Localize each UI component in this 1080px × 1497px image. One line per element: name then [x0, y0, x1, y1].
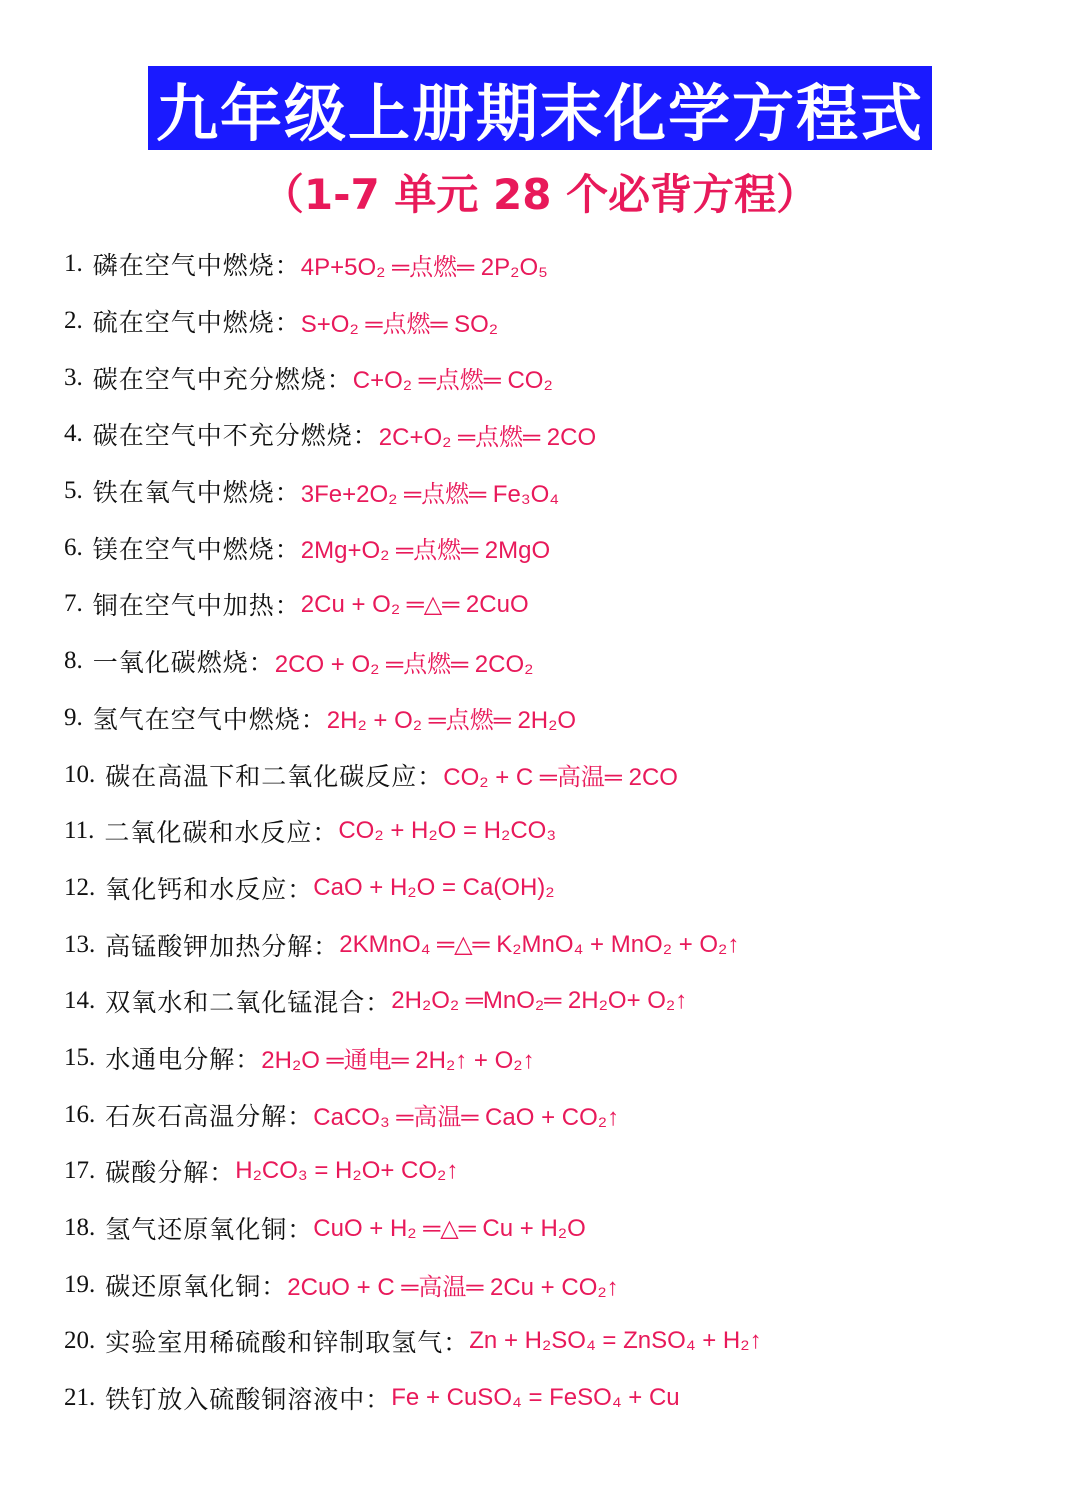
- item-equation: 2CO + O₂ ═点燃═ 2CO₂: [274, 650, 534, 678]
- list-item: [64, 690, 1064, 747]
- list-item: [64, 463, 1064, 520]
- item-label: 碳还原氧化铜：: [105, 1271, 288, 1301]
- item-equation: 4P+5O₂ ═点燃═ 2P₂O₅: [300, 253, 548, 281]
- item-number: 12.: [64, 873, 96, 901]
- item-label: 氢气还原氧化铜：: [105, 1215, 314, 1245]
- item-number: 7.: [64, 590, 83, 618]
- list-item: [64, 406, 1064, 463]
- item-label: 磷在空气中燃烧：: [92, 251, 301, 281]
- list-item: [64, 860, 1064, 917]
- list-item: [64, 746, 1064, 803]
- item-equation: 2Cu + O₂ ═△═ 2CuO: [300, 590, 529, 618]
- list-item: [64, 519, 1064, 576]
- list-item: [64, 1200, 1064, 1257]
- item-equation: CaO + H₂O = Ca(OH)₂: [313, 873, 555, 901]
- item-number: 16.: [64, 1100, 96, 1128]
- item-label: 双氧水和二氧化锰混合：: [105, 988, 392, 1018]
- item-equation: Zn + H₂SO₄ = ZnSO₄ + H₂↑: [469, 1327, 762, 1355]
- item-number: 17.: [64, 1157, 96, 1185]
- item-equation: 3Fe+2O₂ ═点燃═ Fe₃O₄: [300, 480, 560, 508]
- list-item: [64, 1143, 1064, 1200]
- item-number: 4.: [64, 420, 83, 448]
- list-item: [64, 1370, 1064, 1427]
- item-label: 二氧化碳和水反应：: [104, 818, 339, 848]
- item-equation: Fe + CuSO₄ = FeSO₄ + Cu: [391, 1384, 680, 1412]
- list-item: [64, 293, 1064, 350]
- item-number: 2.: [64, 307, 83, 335]
- item-label: 碳在高温下和二氧化碳反应：: [105, 761, 444, 791]
- item-equation: 2H₂ + O₂ ═点燃═ 2H₂O: [326, 707, 577, 735]
- item-number: 15.: [64, 1043, 96, 1071]
- item-label: 硫在空气中燃烧：: [92, 308, 301, 338]
- item-number: 1.: [64, 250, 83, 278]
- item-number: 14.: [64, 987, 96, 1015]
- item-label: 碳酸分解：: [105, 1158, 236, 1188]
- list-item: [64, 973, 1064, 1030]
- item-label: 水通电分解：: [105, 1044, 262, 1074]
- list-item: [64, 1256, 1064, 1313]
- list-item: [64, 1030, 1064, 1087]
- item-number: 18.: [64, 1214, 96, 1242]
- item-number: 11.: [64, 817, 95, 845]
- list-item: [64, 1313, 1064, 1370]
- item-equation: 2C+O₂ ═点燃═ 2CO: [378, 423, 597, 451]
- item-equation: H₂CO₃ = H₂O+ CO₂↑: [235, 1157, 459, 1185]
- item-equation: CuO + H₂ ═△═ Cu + H₂O: [313, 1214, 586, 1242]
- item-number: 10.: [64, 760, 96, 788]
- item-label: 铁钉放入硫酸铜溶液中：: [105, 1385, 392, 1415]
- list-item: [64, 349, 1064, 406]
- list-item: [64, 236, 1064, 293]
- item-equation: 2Mg+O₂ ═点燃═ 2MgO: [300, 537, 551, 565]
- item-number: 20.: [64, 1327, 96, 1355]
- item-number: 8.: [64, 647, 83, 675]
- item-label: 氢气在空气中燃烧：: [92, 704, 327, 734]
- item-number: 6.: [64, 533, 83, 561]
- item-equation: CO₂ + H₂O = H₂CO₃: [338, 817, 557, 845]
- item-number: 13.: [64, 930, 96, 958]
- item-number: 3.: [64, 363, 83, 391]
- item-label: 石灰石高温分解：: [105, 1101, 314, 1131]
- equation-list: [64, 236, 1064, 1426]
- item-label: 镁在空气中燃烧：: [92, 534, 301, 564]
- item-equation: 2KMnO₄ ═△═ K₂MnO₄ + MnO₂ + O₂↑: [339, 931, 740, 959]
- item-label: 一氧化碳燃烧：: [92, 648, 275, 678]
- item-equation: CaCO₃ ═高温═ CaO + CO₂↑: [313, 1104, 620, 1132]
- item-number: 19.: [64, 1270, 96, 1298]
- list-item: [64, 633, 1064, 690]
- list-item: [64, 1086, 1064, 1143]
- item-number: 5.: [64, 477, 83, 505]
- item-label: 实验室用稀硫酸和锌制取氢气：: [105, 1328, 470, 1358]
- list-item: [64, 803, 1064, 860]
- item-label: 铜在空气中加热：: [92, 591, 301, 621]
- item-equation: CO₂ + C ═高温═ 2CO: [443, 764, 678, 792]
- item-label: 碳在空气中不充分燃烧：: [92, 421, 379, 451]
- item-equation: 2H₂O₂ ═MnO₂═ 2H₂O+ O₂↑: [391, 987, 688, 1015]
- item-label: 碳在空气中充分燃烧：: [92, 364, 353, 394]
- item-equation: 2H₂O ═通电═ 2H₂↑ + O₂↑: [261, 1047, 535, 1075]
- list-item: [64, 576, 1064, 633]
- item-label: 高锰酸钾加热分解：: [105, 931, 340, 961]
- item-equation: C+O₂ ═点燃═ CO₂: [352, 367, 553, 395]
- item-equation: 2CuO + C ═高温═ 2Cu + CO₂↑: [287, 1274, 619, 1302]
- list-item: [64, 916, 1064, 973]
- item-label: 氧化钙和水反应：: [105, 874, 314, 904]
- page-title: 九年级上册期末化学方程式: [155, 76, 924, 150]
- item-number: 21.: [64, 1384, 96, 1412]
- page-subtitle: （1-7 单元 28 个必背方程）: [261, 170, 819, 219]
- title-banner: [148, 66, 932, 150]
- item-number: 9.: [64, 703, 83, 731]
- item-label: 铁在氧气中燃烧：: [92, 478, 301, 508]
- item-equation: S+O₂ ═点燃═ SO₂: [300, 310, 499, 338]
